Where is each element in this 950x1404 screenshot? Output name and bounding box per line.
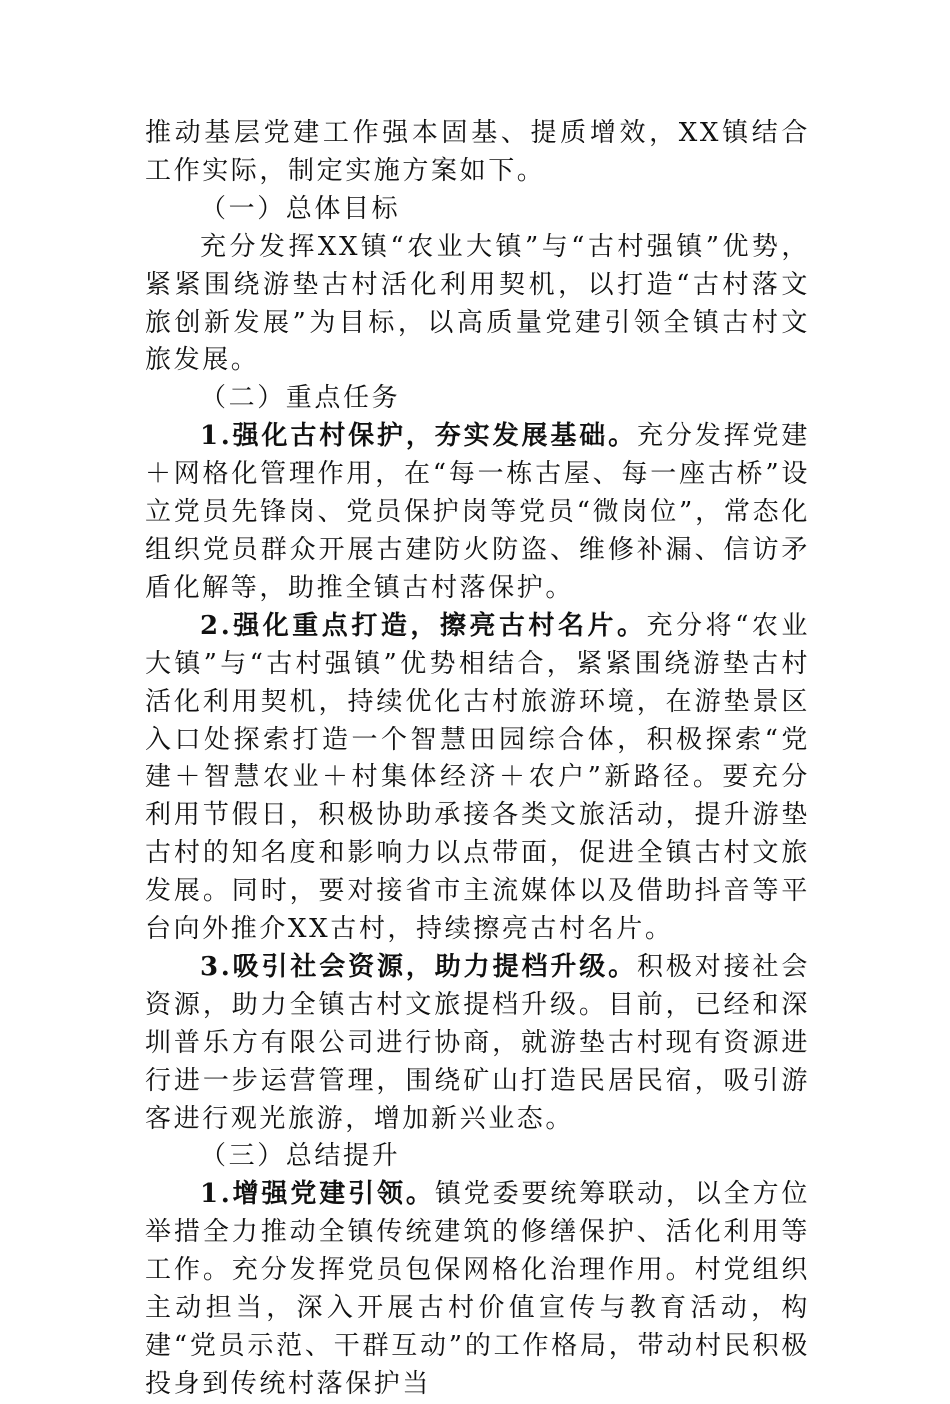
key-task-lead-1: 1.强化古村保护，夯实发展基础。: [200, 421, 637, 452]
intro-paragraph: [145, 115, 810, 191]
section-heading-summary: （三）总结提升: [200, 1141, 401, 1172]
key-task-body-3: 积极对接社会资源，助力全镇古村文旅提档升级。目前，已经和深圳普乐方有限公司进行协商，就游垫古村现有资源进行进一步运营管理，围绕矿山打造民居民宿，吸引游客进行观光旅游，增加新兴业态。: [145, 951, 810, 1134]
section-heading-overall-goal: （一）总体目标: [200, 193, 401, 224]
intro-text: 推动基层党建工作强本固基、提质增效，XX镇结合工作实际，制定实施方案如下。: [145, 118, 810, 186]
key-task-paragraph-1: [145, 418, 810, 608]
overall-goal-text: 充分发挥XX镇“农业大镇”与“古村强镇”优势，紧紧围绕游垫古村活化利用契机，以打造“古村落文旅创新发展”为目标，以高质量党建引领全镇古村文旅发展。: [145, 231, 810, 376]
overall-goal-paragraph: [145, 229, 810, 381]
key-task-paragraph-3: [145, 949, 810, 1139]
summary-paragraph-1: [145, 1176, 810, 1403]
key-task-lead-3: 3.吸引社会资源，助力提档升级。: [200, 951, 637, 982]
key-task-lead-2: 2.强化重点打造，擦亮古村名片。: [200, 610, 647, 641]
summary-lead-1: 1.增强党建引领。: [200, 1179, 435, 1210]
summary-body-1: 镇党委要统筹联动，以全方位举措全力推动全镇传统建筑的修缮保护、活化利用等工作。充分发挥党员包保网格化治理作用。村党组织主动担当，深入开展古村价值宣传与教育活动，构建“党员示范、干群互动”的工作格局，带动村民积极投身到传统村落保护当: [145, 1179, 810, 1399]
key-task-body-2: 充分将“农业大镇”与“古村强镇”优势相结合，紧紧围绕游垫古村活化利用契机，持续优化古村旅游环境，在游垫景区入口处探索打造一个智慧田园综合体，积极探索“党建＋智慧农业＋村集体经济＋农户”新路径。要充分利用节假日，积极协助承接各类文旅活动，提升游垫古村的知名度和影响力以点带面，促进全镇古村文旅发展。同时，要对接省市主流媒体以及借助抖音等平台向外推介XX古村，持续擦亮古村名片。: [145, 610, 810, 945]
document-page: [145, 115, 810, 1404]
section-heading-key-tasks: （二）重点任务: [200, 383, 401, 414]
key-task-body-1: 充分发挥党建＋网格化管理作用，在“每一栋古屋、每一座古桥”设立党员先锋岗、党员保护岗等党员“微岗位”，常态化组织党员群众开展古建防火防盗、维修补漏、信访矛盾化解等，助推全镇古村落保护。: [145, 421, 810, 603]
key-task-paragraph-2: [145, 608, 810, 949]
